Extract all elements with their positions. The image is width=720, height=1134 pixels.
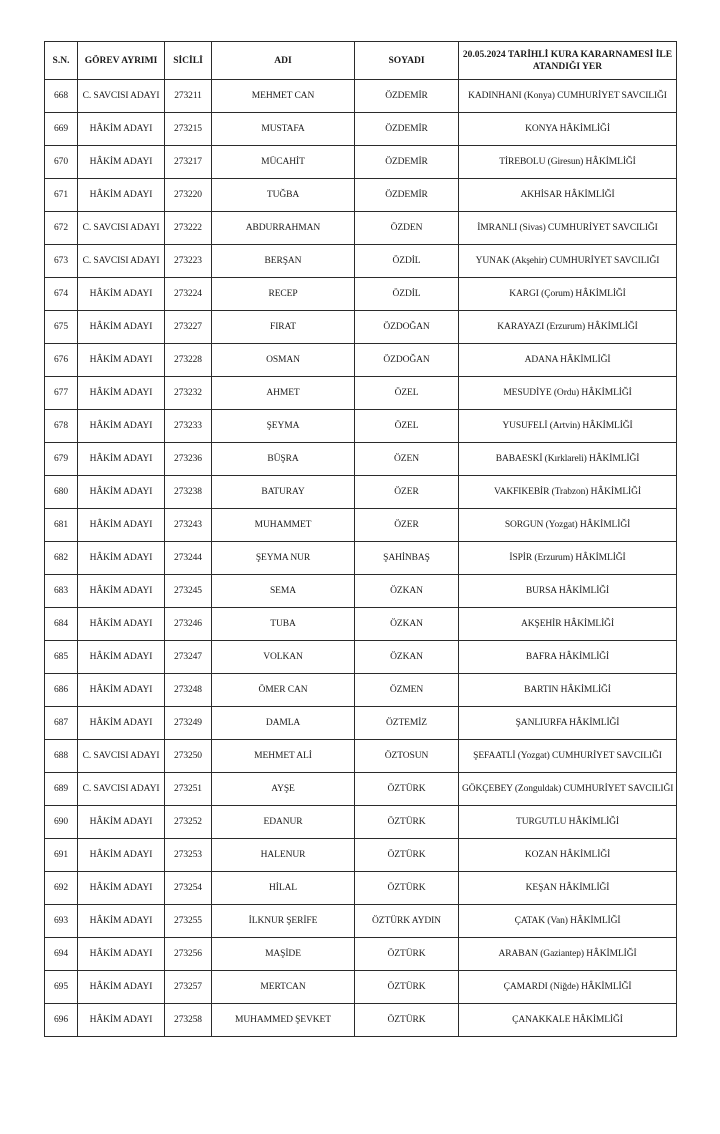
table-row [45, 113, 677, 146]
cell-adi: BATURAY [212, 476, 355, 509]
cell-sicili: 273255 [165, 905, 212, 938]
cell-adi: VOLKAN [212, 641, 355, 674]
cell-adi: OSMAN [212, 344, 355, 377]
cell-adi: EDANUR [212, 806, 355, 839]
cell-gorev-ayrimi: C. SAVCISI ADAYI [78, 212, 165, 245]
cell-sn: 683 [45, 575, 78, 608]
cell-sn: 677 [45, 377, 78, 410]
cell-adi: ÖMER CAN [212, 674, 355, 707]
cell-atandigi-yer: ÇATAK (Van) HÂKİMLİĞİ [459, 905, 677, 938]
cell-sicili: 273211 [165, 80, 212, 113]
header-atandigi-yer: 20.05.2024 TARİHLİ KURA KARARNAMESİ İLE ATANDIĞI YER [459, 42, 677, 80]
cell-atandigi-yer: BAFRA HÂKİMLİĞİ [459, 641, 677, 674]
cell-soyadi: ÖZMEN [355, 674, 459, 707]
cell-atandigi-yer: KEŞAN HÂKİMLİĞİ [459, 872, 677, 905]
cell-gorev-ayrimi: HÂKİM ADAYI [78, 938, 165, 971]
cell-soyadi: ÖZTEMİZ [355, 707, 459, 740]
cell-atandigi-yer: SORGUN (Yozgat) HÂKİMLİĞİ [459, 509, 677, 542]
table-body [45, 80, 677, 1037]
cell-adi: SEMA [212, 575, 355, 608]
table-row [45, 740, 677, 773]
cell-sicili: 273251 [165, 773, 212, 806]
cell-atandigi-yer: BURSA HÂKİMLİĞİ [459, 575, 677, 608]
cell-sn: 681 [45, 509, 78, 542]
cell-gorev-ayrimi: HÂKİM ADAYI [78, 806, 165, 839]
cell-adi: AHMET [212, 377, 355, 410]
cell-adi: İLKNUR ŞERİFE [212, 905, 355, 938]
cell-sn: 671 [45, 179, 78, 212]
table-row [45, 707, 677, 740]
cell-sn: 673 [45, 245, 78, 278]
cell-sicili: 273248 [165, 674, 212, 707]
cell-gorev-ayrimi: HÂKİM ADAYI [78, 113, 165, 146]
cell-soyadi: ÖZKAN [355, 641, 459, 674]
cell-gorev-ayrimi: C. SAVCISI ADAYI [78, 740, 165, 773]
cell-adi: ŞEYMA NUR [212, 542, 355, 575]
assignment-table [44, 41, 677, 1037]
cell-atandigi-yer: KONYA HÂKİMLİĞİ [459, 113, 677, 146]
cell-sicili: 273232 [165, 377, 212, 410]
cell-soyadi: ŞAHİNBAŞ [355, 542, 459, 575]
cell-sn: 668 [45, 80, 78, 113]
cell-gorev-ayrimi: HÂKİM ADAYI [78, 575, 165, 608]
cell-soyadi: ÖZTOSUN [355, 740, 459, 773]
cell-adi: MEHMET CAN [212, 80, 355, 113]
header-gorev-ayrimi: GÖREV AYRIMI [78, 42, 165, 80]
cell-sn: 693 [45, 905, 78, 938]
cell-gorev-ayrimi: HÂKİM ADAYI [78, 839, 165, 872]
cell-soyadi: ÖZDİL [355, 245, 459, 278]
cell-sn: 690 [45, 806, 78, 839]
cell-atandigi-yer: MESUDİYE (Ordu) HÂKİMLİĞİ [459, 377, 677, 410]
cell-sicili: 273246 [165, 608, 212, 641]
cell-adi: BERŞAN [212, 245, 355, 278]
table-row [45, 905, 677, 938]
cell-atandigi-yer: KARAYAZI (Erzurum) HÂKİMLİĞİ [459, 311, 677, 344]
cell-soyadi: ÖZEL [355, 377, 459, 410]
table-row [45, 410, 677, 443]
cell-gorev-ayrimi: HÂKİM ADAYI [78, 872, 165, 905]
cell-sicili: 273228 [165, 344, 212, 377]
cell-soyadi: ÖZDEN [355, 212, 459, 245]
cell-adi: TUBA [212, 608, 355, 641]
cell-soyadi: ÖZDEMİR [355, 146, 459, 179]
cell-atandigi-yer: ARABAN (Gaziantep) HÂKİMLİĞİ [459, 938, 677, 971]
cell-soyadi: ÖZEL [355, 410, 459, 443]
header-soyadi: SOYADI [355, 42, 459, 80]
cell-sn: 691 [45, 839, 78, 872]
cell-soyadi: ÖZTÜRK [355, 773, 459, 806]
cell-adi: HİLAL [212, 872, 355, 905]
cell-soyadi: ÖZKAN [355, 575, 459, 608]
cell-atandigi-yer: KADINHANI (Konya) CUMHURİYET SAVCILIĞI [459, 80, 677, 113]
cell-sicili: 273238 [165, 476, 212, 509]
table-row [45, 212, 677, 245]
cell-sicili: 273245 [165, 575, 212, 608]
cell-sicili: 273244 [165, 542, 212, 575]
cell-sicili: 273236 [165, 443, 212, 476]
table-row [45, 476, 677, 509]
cell-sn: 672 [45, 212, 78, 245]
cell-soyadi: ÖZTÜRK [355, 971, 459, 1004]
cell-gorev-ayrimi: HÂKİM ADAYI [78, 509, 165, 542]
cell-adi: MAŞİDE [212, 938, 355, 971]
cell-sicili: 273222 [165, 212, 212, 245]
cell-soyadi: ÖZDEMİR [355, 113, 459, 146]
header-row [45, 42, 677, 80]
header-sicili: SİCİLİ [165, 42, 212, 80]
cell-soyadi: ÖZDEMİR [355, 179, 459, 212]
cell-gorev-ayrimi: HÂKİM ADAYI [78, 476, 165, 509]
cell-adi: MUHAMMED ŞEVKET [212, 1004, 355, 1037]
cell-adi: FIRAT [212, 311, 355, 344]
table-row [45, 443, 677, 476]
header-adi: ADI [212, 42, 355, 80]
cell-atandigi-yer: BABAESKİ (Kırklareli) HÂKİMLİĞİ [459, 443, 677, 476]
cell-soyadi: ÖZTÜRK [355, 806, 459, 839]
cell-soyadi: ÖZDİL [355, 278, 459, 311]
cell-sn: 670 [45, 146, 78, 179]
cell-sn: 678 [45, 410, 78, 443]
cell-atandigi-yer: ADANA HÂKİMLİĞİ [459, 344, 677, 377]
table-row [45, 608, 677, 641]
cell-sn: 694 [45, 938, 78, 971]
cell-sn: 689 [45, 773, 78, 806]
cell-gorev-ayrimi: HÂKİM ADAYI [78, 179, 165, 212]
cell-soyadi: ÖZER [355, 476, 459, 509]
cell-gorev-ayrimi: C. SAVCISI ADAYI [78, 245, 165, 278]
cell-adi: MEHMET ALİ [212, 740, 355, 773]
cell-gorev-ayrimi: HÂKİM ADAYI [78, 344, 165, 377]
cell-gorev-ayrimi: HÂKİM ADAYI [78, 311, 165, 344]
cell-sn: 687 [45, 707, 78, 740]
cell-atandigi-yer: KARGI (Çorum) HÂKİMLİĞİ [459, 278, 677, 311]
table-row [45, 971, 677, 1004]
table-row [45, 509, 677, 542]
header-sn: S.N. [45, 42, 78, 80]
table-row [45, 377, 677, 410]
cell-soyadi: ÖZTÜRK [355, 872, 459, 905]
cell-adi: MERTCAN [212, 971, 355, 1004]
cell-atandigi-yer: İSPİR (Erzurum) HÂKİMLİĞİ [459, 542, 677, 575]
cell-sn: 688 [45, 740, 78, 773]
cell-adi: AYŞE [212, 773, 355, 806]
cell-atandigi-yer: ŞANLIURFA HÂKİMLİĞİ [459, 707, 677, 740]
cell-atandigi-yer: TİREBOLU (Giresun) HÂKİMLİĞİ [459, 146, 677, 179]
table-row [45, 278, 677, 311]
cell-adi: ŞEYMA [212, 410, 355, 443]
cell-sicili: 273215 [165, 113, 212, 146]
cell-soyadi: ÖZDOĞAN [355, 344, 459, 377]
cell-atandigi-yer: BARTIN HÂKİMLİĞİ [459, 674, 677, 707]
cell-sn: 676 [45, 344, 78, 377]
table-row [45, 806, 677, 839]
cell-adi: MÜCAHİT [212, 146, 355, 179]
table-row [45, 1004, 677, 1037]
cell-gorev-ayrimi: HÂKİM ADAYI [78, 443, 165, 476]
cell-atandigi-yer: AKHİSAR HÂKİMLİĞİ [459, 179, 677, 212]
cell-atandigi-yer: ÇANAKKALE HÂKİMLİĞİ [459, 1004, 677, 1037]
cell-sn: 696 [45, 1004, 78, 1037]
cell-gorev-ayrimi: HÂKİM ADAYI [78, 377, 165, 410]
table-row [45, 146, 677, 179]
cell-atandigi-yer: İMRANLI (Sivas) CUMHURİYET SAVCILIĞI [459, 212, 677, 245]
cell-atandigi-yer: GÖKÇEBEY (Zonguldak) CUMHURİYET SAVCILIĞI [459, 773, 677, 806]
cell-sn: 669 [45, 113, 78, 146]
cell-soyadi: ÖZTÜRK [355, 938, 459, 971]
cell-sn: 695 [45, 971, 78, 1004]
cell-soyadi: ÖZTÜRK [355, 1004, 459, 1037]
cell-sicili: 273220 [165, 179, 212, 212]
cell-sicili: 273217 [165, 146, 212, 179]
table-row [45, 344, 677, 377]
table-row [45, 872, 677, 905]
cell-sicili: 273223 [165, 245, 212, 278]
cell-sicili: 273250 [165, 740, 212, 773]
cell-sn: 692 [45, 872, 78, 905]
cell-gorev-ayrimi: HÂKİM ADAYI [78, 707, 165, 740]
cell-sicili: 273243 [165, 509, 212, 542]
cell-sn: 684 [45, 608, 78, 641]
cell-sn: 682 [45, 542, 78, 575]
cell-adi: MUHAMMET [212, 509, 355, 542]
cell-sn: 674 [45, 278, 78, 311]
table-header [45, 42, 677, 80]
cell-sicili: 273224 [165, 278, 212, 311]
cell-soyadi: ÖZTÜRK [355, 839, 459, 872]
table-row [45, 938, 677, 971]
cell-sn: 679 [45, 443, 78, 476]
cell-sicili: 273257 [165, 971, 212, 1004]
cell-sn: 686 [45, 674, 78, 707]
cell-soyadi: ÖZDEMİR [355, 80, 459, 113]
cell-adi: TUĞBA [212, 179, 355, 212]
cell-atandigi-yer: TURGUTLU HÂKİMLİĞİ [459, 806, 677, 839]
table-row [45, 641, 677, 674]
table-row [45, 575, 677, 608]
cell-gorev-ayrimi: HÂKİM ADAYI [78, 1004, 165, 1037]
cell-gorev-ayrimi: HÂKİM ADAYI [78, 410, 165, 443]
cell-soyadi: ÖZTÜRK AYDIN [355, 905, 459, 938]
cell-atandigi-yer: YUSUFELİ (Artvin) HÂKİMLİĞİ [459, 410, 677, 443]
cell-atandigi-yer: YUNAK (Akşehir) CUMHURİYET SAVCILIĞI [459, 245, 677, 278]
cell-atandigi-yer: KOZAN HÂKİMLİĞİ [459, 839, 677, 872]
cell-gorev-ayrimi: HÂKİM ADAYI [78, 905, 165, 938]
cell-adi: HALENUR [212, 839, 355, 872]
cell-sicili: 273258 [165, 1004, 212, 1037]
cell-adi: BÜŞRA [212, 443, 355, 476]
cell-gorev-ayrimi: HÂKİM ADAYI [78, 641, 165, 674]
cell-gorev-ayrimi: HÂKİM ADAYI [78, 146, 165, 179]
cell-sicili: 273253 [165, 839, 212, 872]
cell-gorev-ayrimi: C. SAVCISI ADAYI [78, 80, 165, 113]
cell-gorev-ayrimi: HÂKİM ADAYI [78, 674, 165, 707]
cell-gorev-ayrimi: HÂKİM ADAYI [78, 278, 165, 311]
cell-sicili: 273254 [165, 872, 212, 905]
cell-sicili: 273256 [165, 938, 212, 971]
cell-adi: DAMLA [212, 707, 355, 740]
cell-gorev-ayrimi: HÂKİM ADAYI [78, 971, 165, 1004]
cell-gorev-ayrimi: HÂKİM ADAYI [78, 542, 165, 575]
cell-adi: ABDURRAHMAN [212, 212, 355, 245]
cell-atandigi-yer: VAKFIKEBİR (Trabzon) HÂKİMLİĞİ [459, 476, 677, 509]
cell-atandigi-yer: AKŞEHİR HÂKİMLİĞİ [459, 608, 677, 641]
table-row [45, 773, 677, 806]
cell-sicili: 273249 [165, 707, 212, 740]
cell-soyadi: ÖZEN [355, 443, 459, 476]
table-row [45, 179, 677, 212]
cell-sn: 680 [45, 476, 78, 509]
cell-gorev-ayrimi: HÂKİM ADAYI [78, 608, 165, 641]
cell-sicili: 273247 [165, 641, 212, 674]
table-row [45, 674, 677, 707]
cell-sn: 675 [45, 311, 78, 344]
cell-sicili: 273227 [165, 311, 212, 344]
cell-soyadi: ÖZKAN [355, 608, 459, 641]
cell-soyadi: ÖZER [355, 509, 459, 542]
cell-sicili: 273252 [165, 806, 212, 839]
cell-sn: 685 [45, 641, 78, 674]
cell-sicili: 273233 [165, 410, 212, 443]
cell-adi: RECEP [212, 278, 355, 311]
table-row [45, 80, 677, 113]
cell-adi: MUSTAFA [212, 113, 355, 146]
table-row [45, 542, 677, 575]
table-row [45, 245, 677, 278]
cell-atandigi-yer: ÇAMARDI (Niğde) HÂKİMLİĞİ [459, 971, 677, 1004]
cell-gorev-ayrimi: C. SAVCISI ADAYI [78, 773, 165, 806]
table-row [45, 839, 677, 872]
cell-soyadi: ÖZDOĞAN [355, 311, 459, 344]
cell-atandigi-yer: ŞEFAATLİ (Yozgat) CUMHURİYET SAVCILIĞI [459, 740, 677, 773]
table-row [45, 311, 677, 344]
